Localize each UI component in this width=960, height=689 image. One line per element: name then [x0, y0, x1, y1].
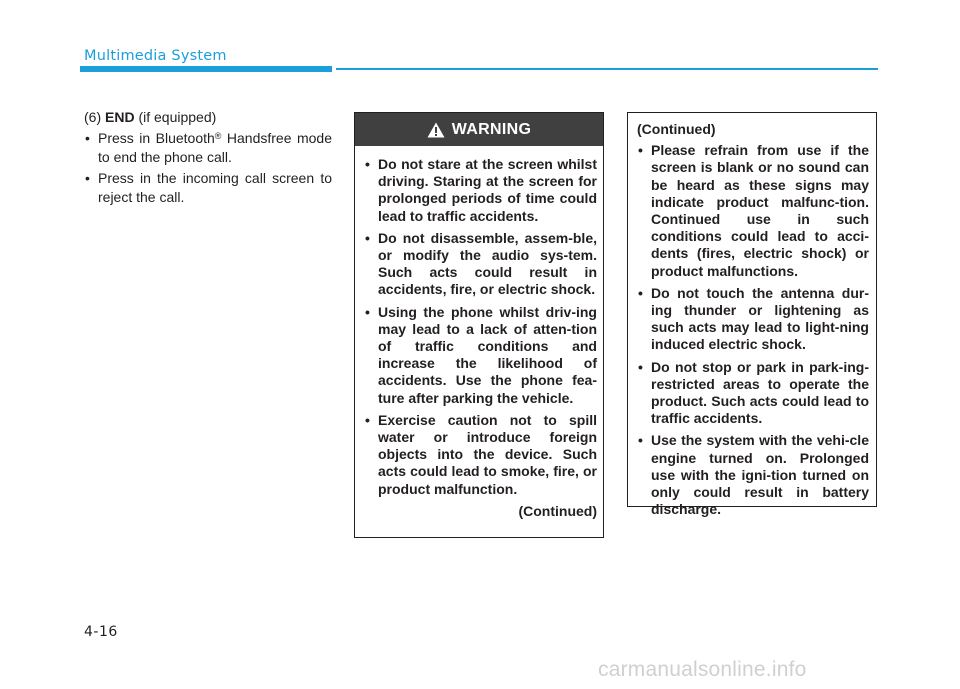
- registered-mark: ®: [214, 131, 222, 141]
- section-title: Multimedia System: [84, 48, 227, 64]
- warning-item: • Do not touch the antenna dur-ing thunder or lightening as such acts may lead to light-ning induced electric shock.: [637, 285, 869, 354]
- item-heading: [84, 108, 332, 127]
- header-rule-thick: [80, 66, 332, 72]
- warning-item: • Do not stop or park in park-ing-restricted areas to operate the product. Such acts could lead to traffic accidents.: [637, 359, 869, 428]
- item-number: (6): [84, 109, 102, 125]
- warning-box: [354, 112, 604, 538]
- header-rule-thin: [336, 68, 878, 70]
- warning-item: • Please refrain from use if the screen is blank or no sound can be heard as these signs may indicate product malfunc-tion. Continued use in such conditions could lead to acci-dents (fires, electric shock) or product malfunctions.: [637, 142, 869, 280]
- warning-item: • Use the system with the vehi-cle engine turned on. Prolonged use with the igni-tion turned on only could result in battery discharge.: [637, 432, 869, 518]
- item-qualifier: (if equipped): [138, 109, 217, 125]
- warning-triangle-icon: [427, 122, 445, 138]
- bullet-end-call: [84, 129, 332, 167]
- warning-header: [355, 113, 603, 146]
- continued-heading: (Continued): [637, 121, 716, 137]
- bullet-text-pre: Press in Bluetooth: [98, 130, 215, 146]
- page-number: 4-16: [84, 624, 118, 640]
- continued-label: (Continued): [518, 502, 597, 519]
- warning-title: WARNING: [451, 120, 532, 138]
- warning-item: • Do not stare at the screen whilst driving. Staring at the screen for prolonged periods of time could lead to traffic accidents.: [364, 156, 597, 225]
- warning-body: [355, 146, 603, 520]
- item-label: END: [105, 109, 135, 125]
- warning-item: • Exercise caution not to spill water or introduce foreign objects into the device. Such acts could lead to smoke, fire, or product malfunction.: [364, 412, 597, 498]
- watermark: carmanualsonline.info: [598, 658, 807, 681]
- continued-warning-box: [627, 112, 877, 518]
- warning-item: • Do not disassemble, assem-ble, or modify the audio sys-tem. Such acts could result in accidents, fire, or electric shock.: [364, 230, 597, 299]
- bullet-reject-call: • Press in the incoming call screen to reject the call.: [84, 169, 332, 207]
- bullet-text-post: Handsfree mode to end the phone call.: [98, 130, 332, 165]
- warning-item: • Using the phone whilst driv-ing may lead to a lack of atten-tion of traffic conditions and increase the likelihood of accidents. Use the phone fea-ture after parking the vehicle.: [364, 304, 597, 407]
- left-column: [84, 108, 332, 207]
